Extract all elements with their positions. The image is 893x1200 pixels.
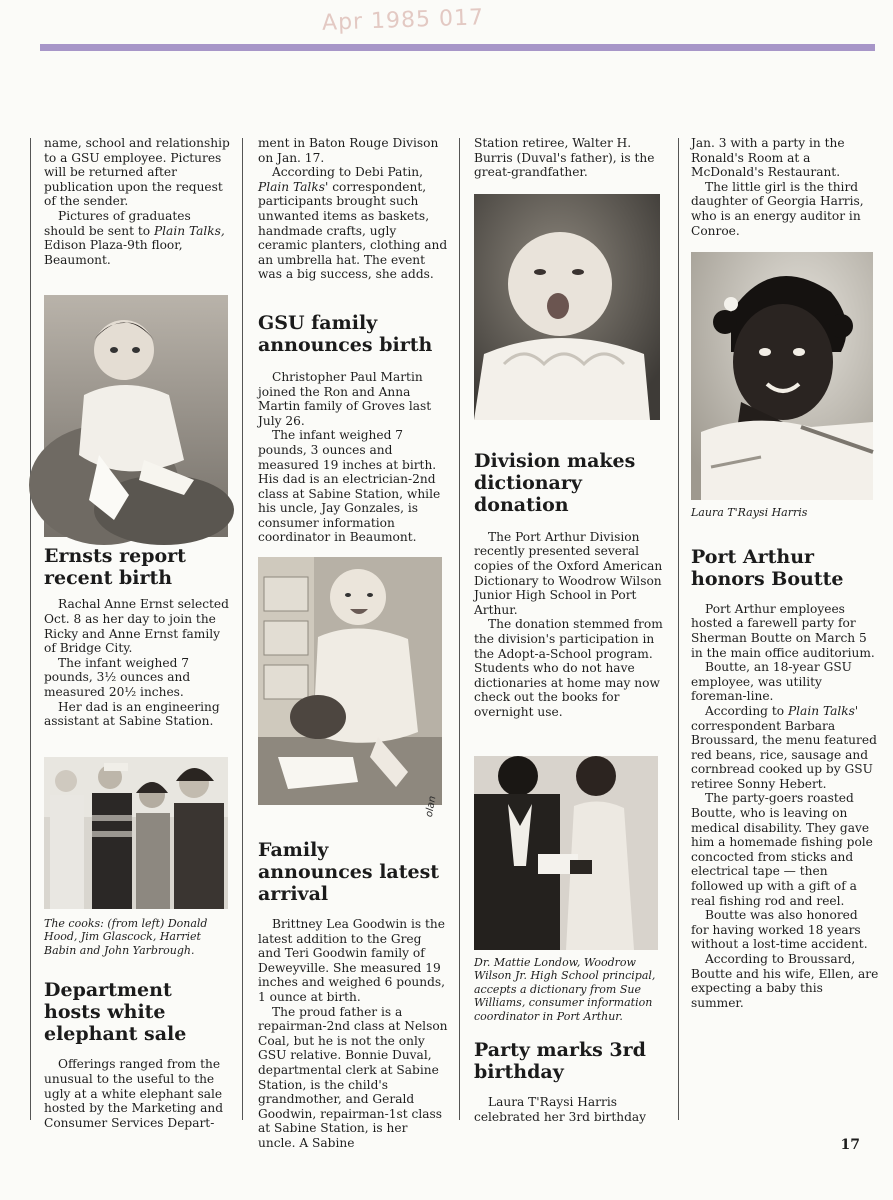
body-text: The infant weighed 7 pounds, 3 ounces and measured 19 inches at birth. His dad is an electrician-2nd class at Sabine Station, while his uncle, Jay Gonzales, is consumer information coordinator in Beaumont. [258,428,441,545]
column-rule [242,138,243,1120]
page-number: 17 [840,1137,860,1153]
column-rule [30,138,31,1120]
headline: Port Arthur honors Boutte [691,545,844,590]
publication-name: Plain Talks, [153,223,225,238]
publication-name: Plain Talks' [258,179,329,194]
body-text: Offerings ranged from the unusual to the useful to the ugly at a white elephant sale hosted by the Marketing and Consumer Services Depart- [44,1057,224,1130]
column-4 [691,136,879,1010]
body-text: Her dad is an engineering assistant at Sabine Station. [44,699,220,729]
photo-caption: Dr. Mattie Londow, Woodrow Wilson Jr. High School principal, accepts a dictionary from Sue Williams, consumer information coordinator in Port Arthur. [474,955,656,1023]
photo-credit: olan [423,795,438,819]
headline: Family announces latest arrival [258,839,440,906]
headline: Division makes dictionary donation [474,449,636,516]
body-text: According to Plain Talks' correspondent Barbara Broussard, the menu featured red beans, rice, sausage and cornbread cooked up by GSU retiree Sonny Hebert. [691,703,877,791]
baby-photo-rachal [44,295,228,537]
body-text: The little girl is the third daughter of Georgia Harris, who is an energy auditor in Conroe. [691,179,864,238]
body-text: ment in Baton Rouge Divison on Jan. 17. [258,136,439,165]
column-3 [474,136,664,1125]
body-text: Station retiree, Walter H. Burris (Duval's father), is the great-grandfather. [474,136,655,180]
photo-caption: The cooks: (from left) Donald Hood, Jim Glascock, Harriet Babin and John Yarbrough. [44,916,208,957]
body-text: Jan. 3 with a party in the Ronald's Room at a McDonald's Restaurant. [691,136,845,180]
dictionary-presentation-photo [474,756,658,950]
cooks-photo [44,757,228,909]
body-text: The infant weighed 7 pounds, 3½ ounces and measured 20½ inches. [44,655,191,699]
article-ernsts [44,545,234,728]
article-boutte [691,546,879,1011]
body-text: Boutte was also honored for having worked 18 years without a lost-time accident. [691,908,868,952]
headline: Ernsts report recent birth [44,545,186,590]
article-gsu-family [258,312,448,545]
photo-caption: Laura T'Raysi Harris [691,506,808,520]
column-rule [459,138,460,1120]
baby-photo-christopher [258,557,442,819]
body-text: The donation stemmed from the division's participation in the Adopt-a-School program. Students who do not have dictionaries at home may now check out the books for overnight use. [474,617,663,719]
body-text: Port Arthur employees hosted a farewell party for Sherman Boutte on March 5 in the main office auditorium. [691,601,875,660]
body-text: Pictures of graduates should be sent to Plain Talks, Edison Plaza-9th floor, Beaumont. [44,208,225,267]
column-1 [44,136,234,1130]
article-party [474,1039,664,1124]
body-text: According to Broussard, Boutte and his wife, Ellen, are expecting a baby this summer. [691,952,879,1010]
body-text: The party-goers roasted Boutte, who is leaving on medical disability. They gave him a homemade fishing pole concocted from sticks and electrical tape — then followed up with a gift of a real fishing rod and reel. [691,791,873,908]
body-text: The Port Arthur Division recently presented several copies of the Oxford American Dictionary to Woodrow Wilson Junior High School in Port Arthur. [474,529,663,617]
body-text: name, school and relationship to a GSU employee. Pictures will be returned after publication upon the request of the sender. [44,136,230,209]
article-dictionary [474,450,664,720]
archive-stamp: Apr 1985 017 [321,5,485,36]
publication-name: Plain Talks' [787,703,859,718]
header-color-bar [40,44,875,51]
article-white-elephant [44,979,234,1130]
body-text: Rachal Anne Ernst selected Oct. 8 as her day to join the Ricky and Anne Ernst family of Bridge City. [44,597,229,656]
headline: GSU family announces birth [258,311,433,356]
body-text: Brittney Lea Goodwin is the latest addition to the Greg and Teri Goodwin family of Deweyville. She measured 19 inches and weighed 6 pounds, 1 ounce at birth. [258,917,446,1005]
body-text: According to Debi Patin, Plain Talks' correspondent, participants brought such unwanted items as baskets, handmade crafts, ugly ceramic planters, clothing and an umbrella hat. The event was a big success, she adds. [258,165,448,282]
article-family-arrival [258,839,448,1151]
headline: Party marks 3rd birthday [474,1039,646,1084]
body-text: Boutte, an 18-year GSU employee, was utility foreman-line. [691,660,852,704]
column-2 [258,136,448,1151]
column-rule [678,138,679,1120]
body-text: Laura T'Raysi Harris celebrated her 3rd birthday [474,1095,647,1125]
body-text: Christopher Paul Martin joined the Ron and Anna Martin family of Groves last July 26. [258,369,432,428]
child-photo-laura [691,252,873,500]
body-text: The proud father is a repairman-2nd class at Nelson Coal, but he is not the only GSU relative. Bonnie Duval, departmental clerk at Sabine Station, is the child's grandmother, and Gerald Goodwin, repairman-1st class at Sabine Station, is her uncle. A Sabine [258,1004,448,1150]
baby-photo-brittney [474,194,660,420]
headline: Department hosts white elephant sale [44,979,187,1046]
